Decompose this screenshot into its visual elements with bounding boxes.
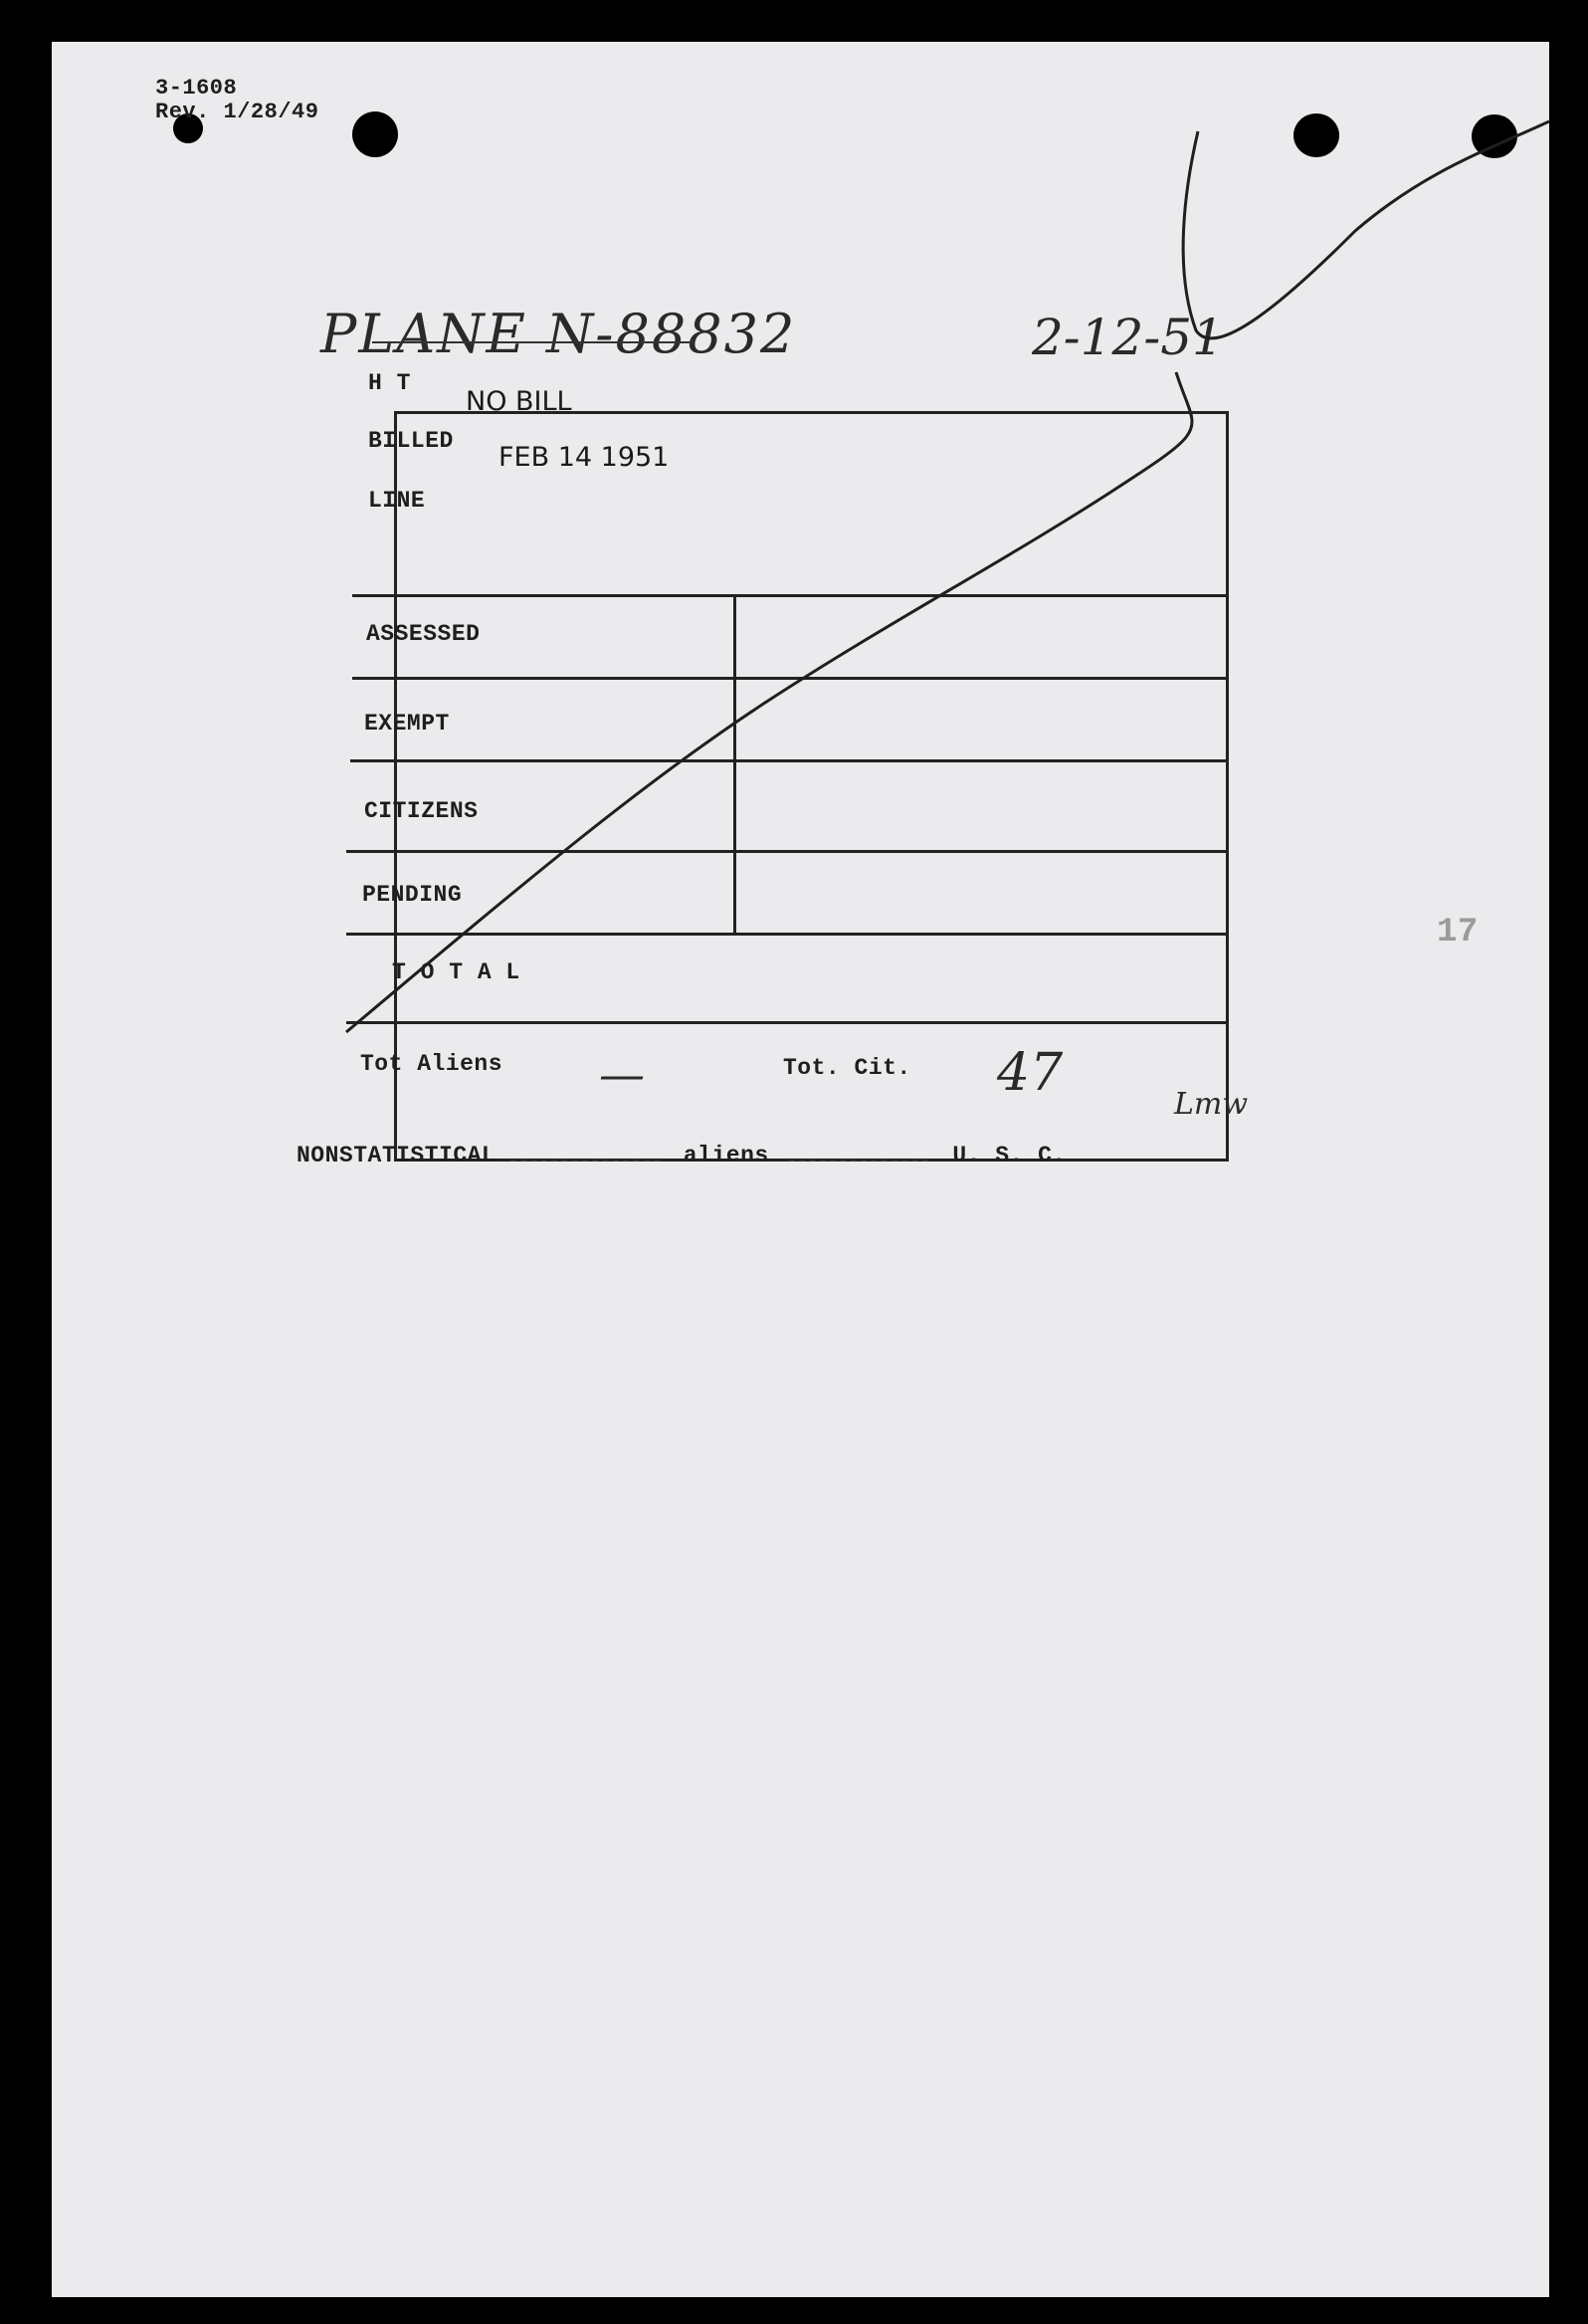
total-citizens-handwritten: 47 [997,1043,1064,1103]
no-bill-stamp: NO BILL [466,386,572,417]
billed-date-stamp: FEB 14 1951 [498,442,670,473]
plane-number-handwritten: PLANE N-88832 [320,303,797,365]
form-number: 3-1608 [155,76,238,101]
date-handwritten: 2-12-51 [1032,309,1224,366]
aliens-label: aliens [683,1143,769,1168]
billed-label: BILLED [368,428,454,454]
usc-label: U. S. C. [952,1143,1067,1168]
tot-cit-label: Tot. Cit. [783,1055,911,1081]
diagonal-cancel-line [346,372,1192,1032]
form-revision: Rev. 1/28/49 [155,100,319,124]
document-page [52,42,1549,2297]
tot-aliens-label: Tot Aliens [360,1051,503,1077]
nonstatistical-label: NONSTATISTICAL [297,1143,496,1168]
handwriting-strokes [52,42,1549,2297]
exempt-label: EXEMPT [364,711,450,737]
initials-handwritten: Lmw [1174,1087,1249,1122]
assessed-label: ASSESSED [366,621,481,647]
pending-label: PENDING [362,882,463,908]
line-label: LINE [368,488,426,514]
page-number: 17 [1437,914,1479,951]
citizens-label: CITIZENS [364,798,479,824]
total-label: T O T A L [392,959,520,985]
check-mark [1183,121,1549,338]
aliens-dash-handwritten: — [599,1047,645,1101]
ht-label: H T [368,370,411,396]
